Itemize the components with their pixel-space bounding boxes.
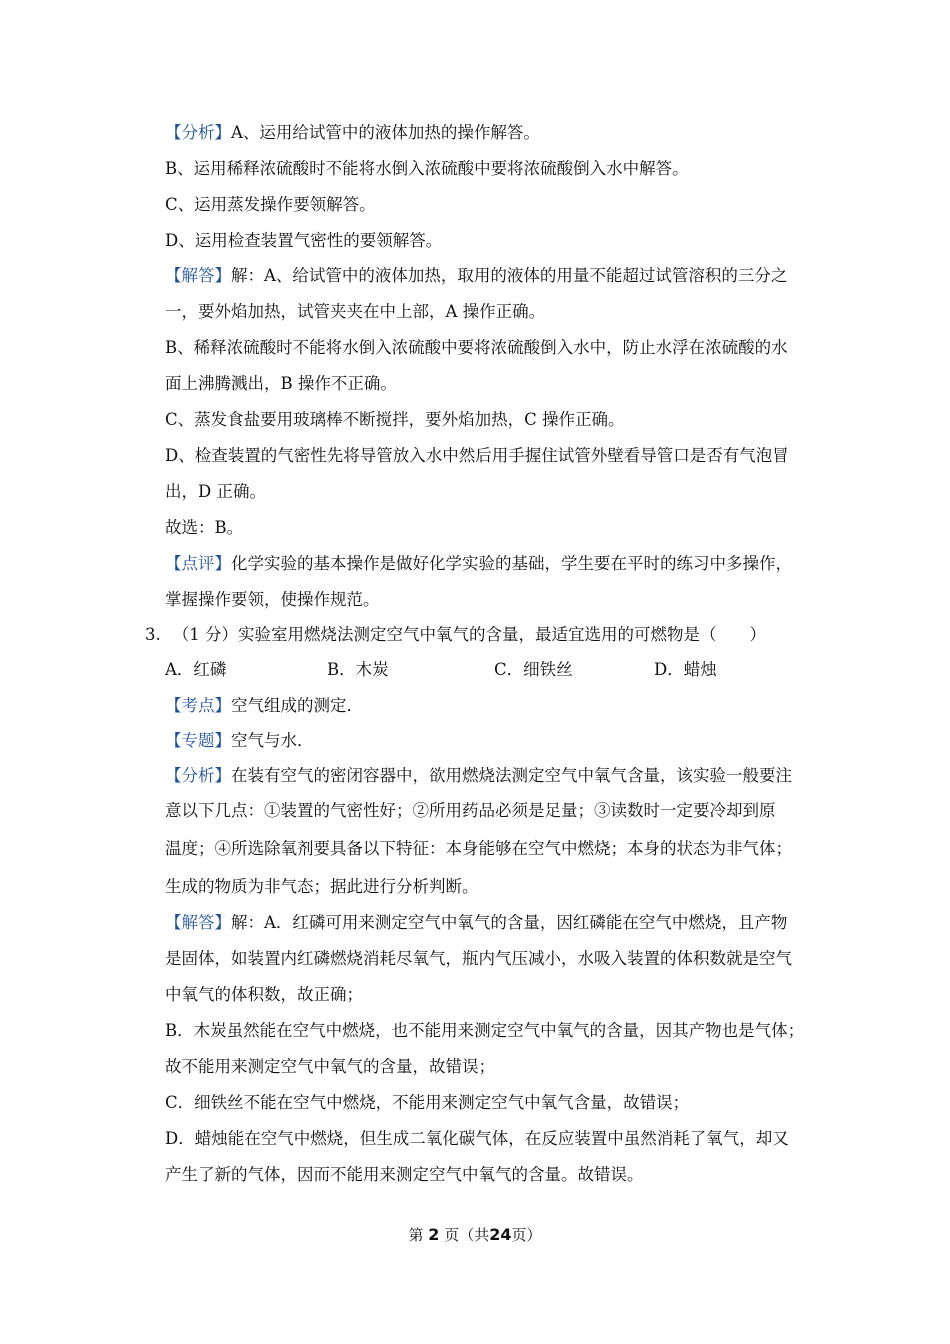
option-b: B．木炭	[327, 660, 389, 679]
q3-answer-line-4: B．木炭虽然能在空气中燃烧，也不能用来测定空气中氧气的含量，因其产物也是气体；	[165, 1021, 805, 1040]
q3-answer-line-5: 故不能用来测定空气中氧气的含量，故错误；	[165, 1057, 495, 1076]
page-total: 24	[489, 1225, 512, 1244]
page-footer: 第 2 页（共24页）	[408, 1225, 542, 1244]
tag-analysis: 分析	[181, 123, 215, 142]
tag-point: 考点	[181, 696, 215, 715]
q2-analysis-line-2: B、运用稀释浓硫酸时不能将水倒入浓硫酸中要将浓硫酸倒入水中解答。	[165, 159, 689, 178]
q3-answer-line-6: C．细铁丝不能在空气中燃烧，不能用来测定空气中氧气含量，故错误；	[165, 1093, 690, 1112]
q3-answer-line-7: D．蜡烛能在空气中燃烧，但生成二氧化碳气体，在反应装置中虽然消耗了氧气，却又	[165, 1129, 789, 1148]
page-number: 2	[428, 1225, 440, 1244]
tag-comment: 点评	[181, 554, 215, 573]
q3-stem	[145, 624, 766, 646]
q2-answer-line-8: 故选：B。	[165, 518, 244, 537]
tag-answer: 解答	[181, 913, 215, 932]
q2-answer-line-2: 一，要外焰加热，试管夹夹在中上部，A 操作正确。	[165, 302, 546, 321]
q3-answer-line-1: 【解答】解：A．红磷可用来测定空气中氧气的含量，因红磷能在空气中燃烧，且产物	[165, 913, 788, 932]
q3-analysis-line-2: 意以下几点：①装置的气密性好；②所用药品必须是足量；③读数时一定要冷却到原	[165, 801, 776, 820]
q2-analysis-line-3: C、运用蒸发操作要领解答。	[165, 195, 376, 214]
option-a: A．红磷	[165, 660, 227, 679]
q2-answer-line-4: 面上沸腾溅出，B 操作不正确。	[165, 374, 397, 393]
q3-topic: 【专题】空气与水．	[165, 731, 314, 750]
q2-analysis-line-4: D、运用检查装置气密性的要领解答。	[165, 231, 443, 250]
question-number: 3.	[145, 625, 161, 644]
tag-analysis: 分析	[181, 766, 215, 785]
q3-answer-line-3: 中氧气的体积数，故正确；	[165, 985, 363, 1004]
q3-point: 【考点】空气组成的测定．	[165, 696, 363, 715]
q2-answer-line-6: D、检查装置的气密性先将导管放入水中然后用手握住试管外壁看导管口是否有气泡冒	[165, 446, 789, 465]
q2-comment-line-2: 掌握操作要领，使操作规范。	[165, 590, 380, 609]
q2-answer-line-3: B、稀释浓硫酸时不能将水倒入浓硫酸中要将浓硫酸倒入水中，防止水浮在浓硫酸的水	[165, 338, 788, 357]
tag-answer: 解答	[181, 266, 215, 285]
q2-analysis-line-1: 【分析】A、运用给试管中的液体加热的操作解答。	[165, 123, 540, 142]
q2-comment-line-1: 【点评】化学实验的基本操作是做好化学实验的基础，学生要在平时的练习中多操作，	[165, 554, 792, 573]
q2-answer-line-1: 【解答】解：A、给试管中的液体加热，取用的液体的用量不能超过试管溶积的三分之	[165, 266, 788, 285]
q2-answer-line-5: C、蒸发食盐要用玻璃棒不断搅拌，要外焰加热，C 操作正确。	[165, 410, 625, 429]
q3-analysis-line-4: 生成的物质为非气态；据此进行分析判断。	[165, 877, 479, 896]
option-c: C．细铁丝	[494, 660, 573, 679]
q3-analysis-line-3: 温度；④所选除氧剂要具备以下特征：本身能够在空气中燃烧；本身的状态为非气体；	[165, 839, 792, 858]
q3-answer-line-8: 产生了新的气体，因而不能用来测定空气中氧气的含量。故错误。	[165, 1165, 644, 1184]
q2-answer-line-7: 出，D 正确。	[165, 482, 266, 501]
option-d: D．蜡烛	[654, 660, 717, 679]
q3-analysis-line-1: 【分析】在装有空气的密闭容器中，欲用燃烧法测定空气中氧气含量，该实验一般要注	[165, 766, 792, 785]
question-text: （1 分）实验室用燃烧法测定空气中氧气的含量，最适宜选用的可燃物是（ ）	[172, 625, 766, 644]
tag-topic: 专题	[181, 731, 215, 750]
q3-answer-line-2: 是固体，如装置内红磷燃烧消耗尽氧气，瓶内气压减小，水吸入装置的体积数就是空气	[165, 949, 792, 968]
